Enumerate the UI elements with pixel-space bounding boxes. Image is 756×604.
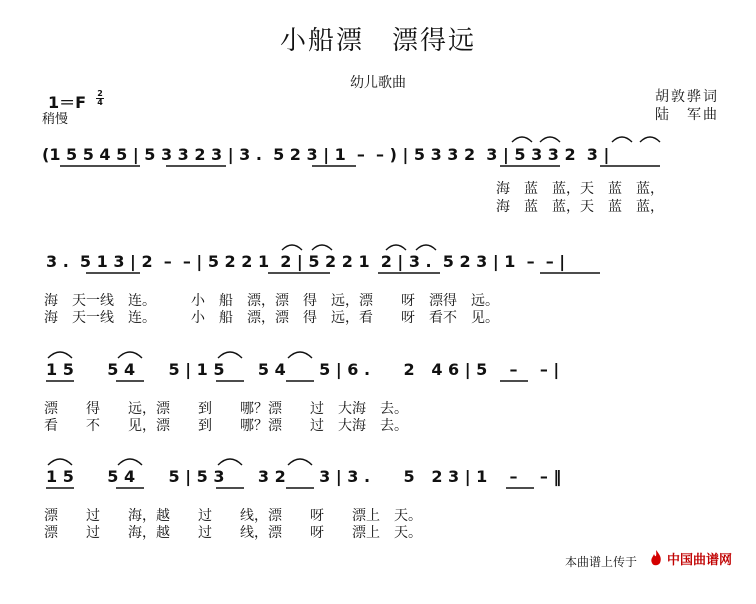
slur-mark [386,245,406,250]
slur-mark [118,352,142,358]
site-logo[interactable] [647,547,747,569]
lyric-line-4-verse-1: 漂 过 海，越 过 线，漂 呀 漂上 天。 [44,508,422,524]
song-genre: 幼儿歌曲 [350,75,406,91]
slur-mark [48,352,72,358]
slur-mark [48,459,72,465]
lyric-line-2-verse-2: 海 天一线 连。 小 船 漂，漂 得 远，看 呀 看不 见。 [44,310,499,326]
slur-mark [118,459,142,465]
flame-icon [649,549,663,567]
lyric-line-1-verse-1: 海 蓝 蓝，天 蓝 蓝， [496,181,664,197]
slur-mark [416,245,436,250]
lyric-line-4-verse-2: 漂 过 海，越 过 线，漂 呀 漂上 天。 [44,525,422,541]
slur-mark [512,137,532,142]
lyricist-credit: 胡敦骅词 [655,89,719,105]
slur-mark [218,459,242,465]
page-title: 小船漂 漂得远 [279,26,476,56]
lyric-line-3-verse-1: 漂 得 远，漂 到 哪？漂 过 大海 去。 [44,401,408,417]
lyric-line-2-verse-1: 海 天一线 连。 小 船 漂，漂 得 远，漂 呀 漂得 远。 [44,293,499,309]
composer-credit: 陆 军曲 [655,107,719,123]
slur-mark [288,459,312,465]
site-name: 中国曲谱网 [667,553,733,568]
slur-mark [218,352,242,358]
notation-line-1: (1 5 5 4 5 | 5 3 3 2 3 | 3 . 5 2 3 | 1 – – ) | 5 3 3 2 3 | 5 3 3 2 3 | [42,145,610,164]
lyric-line-3-verse-2: 看 不 见，漂 到 哪？漂 过 大海 去。 [44,418,408,434]
lyric-line-1-verse-2: 海 蓝 蓝，天 蓝 蓝， [496,199,664,215]
notation-line-2: 3 . 5 1 3 | 2 – – | 5 2 2 1 2 | 5 2 2 1 2 | 3 . 5 2 3 | 1 – – | [46,252,566,271]
slur-mark [612,137,632,142]
time-signature-top: 2 [97,89,103,98]
slur-mark [288,352,312,358]
tempo-marking: 稍慢 [42,112,69,127]
notation-line-4: 1 5 5 4 5 | 5 3 3 2 3 | 3 . 5 2 3 | 1 – – ‖ [46,467,562,486]
notation-line-3: 1 5 5 4 5 | 1 5 5 4 5 | 6 . 2 4 6 | 5 – – | [46,360,560,379]
slur-mark [640,137,660,142]
slur-mark [540,137,560,142]
upload-note: 本曲谱上传于 [565,555,638,569]
slur-mark [282,245,302,250]
key-signature: 1＝F [48,93,87,112]
time-signature-bottom: 4 [97,98,103,107]
slur-mark [312,245,332,250]
